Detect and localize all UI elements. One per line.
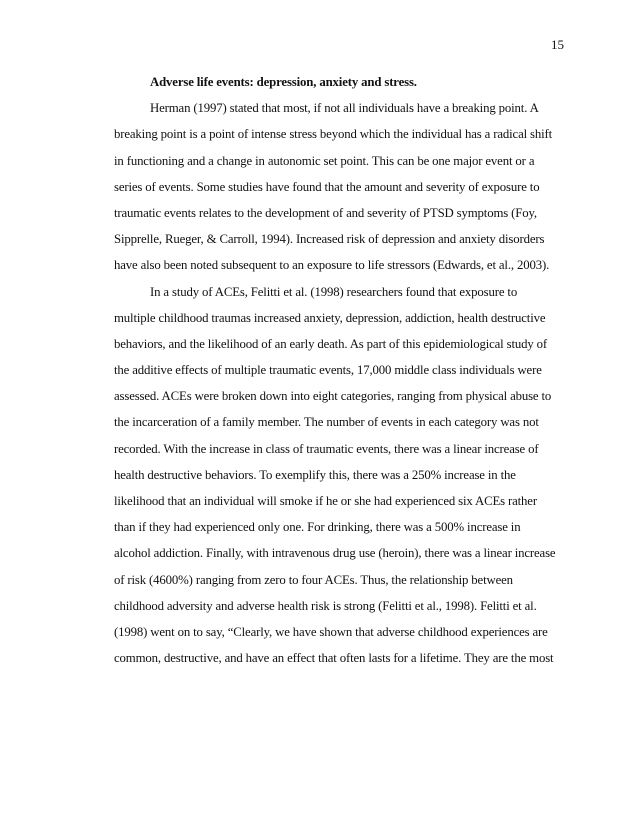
- body-text: [114, 72, 574, 674]
- text-line: assessed. ACEs were broken down into eight categories, ranging from physical abuse to: [114, 389, 552, 404]
- page-number: 15: [551, 37, 564, 52]
- text-line: series of events. Some studies have found that the amount and severity of exposure to: [114, 179, 540, 194]
- text-line: in functioning and a change in autonomic set point. This can be one major event or a: [114, 153, 535, 168]
- text-line: the additive effects of multiple traumatic events, 17,000 middle class individuals were: [114, 363, 542, 378]
- text-line: alcohol addiction. Finally, with intravenous drug use (heroin), there was a linear increase: [114, 546, 556, 561]
- text-line: childhood adversity and adverse health risk is strong (Felitti et al., 1998). Felitti et al.: [114, 598, 537, 613]
- text-line: than if they had experienced only one. For drinking, there was a 500% increase in: [114, 520, 521, 535]
- text-line: recorded. With the increase in class of traumatic events, there was a linear increase of: [114, 441, 539, 456]
- text-line: In a study of ACEs, Felitti et al. (1998) researchers found that exposure to: [150, 284, 518, 299]
- text-line: breaking point is a point of intense stress beyond which the individual has a radical shift: [114, 127, 553, 142]
- text-line: likelihood that an individual will smoke if he or she had experienced six ACEs rather: [114, 494, 537, 508]
- section-heading: Adverse life events: depression, anxiety and stress.: [150, 75, 417, 89]
- text-line: of risk (4600%) ranging from zero to four ACEs. Thus, the relationship between: [114, 572, 513, 587]
- text-line: have also been noted subsequent to an exposure to life stressors (Edwards, et al., 2003).: [114, 258, 550, 273]
- text-line: Herman (1997) stated that most, if not all individuals have a breaking point. A: [150, 101, 539, 116]
- text-line: the incarceration of a family member. The number of events in each category was not: [114, 415, 539, 430]
- text-line: health destructive behaviors. To exemplify this, there was a 250% increase in the: [114, 467, 516, 482]
- text-line: Sipprelle, Rueger, & Carroll, 1994). Increased risk of depression and anxiety disorders: [114, 232, 545, 247]
- text-line: multiple childhood traumas increased anxiety, depression, addiction, health destructive: [114, 310, 546, 325]
- text-line: (1998) went on to say, “Clearly, we have shown that adverse childhood experiences are: [114, 624, 548, 639]
- text-line: behaviors, and the likelihood of an early death. As part of this epidemiological study of: [114, 336, 548, 351]
- text-line: common, destructive, and have an effect that often lasts for a lifetime. They are the most: [114, 651, 554, 666]
- text-line: traumatic events relates to the development of and severity of PTSD symptoms (Foy,: [114, 205, 537, 220]
